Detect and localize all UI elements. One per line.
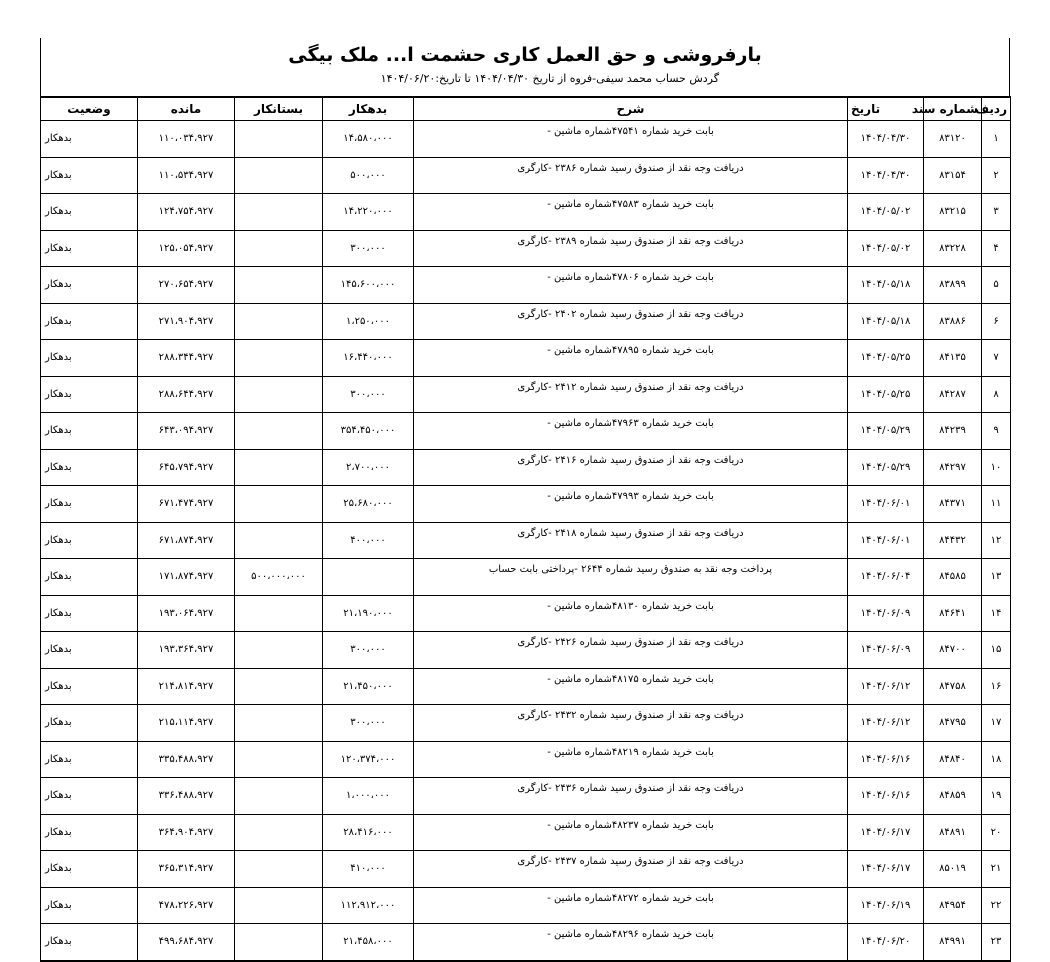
cell-doc-number: ۸۳۸۹۹	[924, 267, 982, 304]
cell-date: ۱۴۰۴/۰۶/۲۰	[848, 924, 924, 961]
cell-credit-amount	[235, 741, 323, 778]
table-row	[41, 230, 1011, 267]
cell-row-number: ۵	[982, 267, 1011, 304]
table-row	[41, 887, 1011, 924]
cell-status: بدهکار	[41, 340, 138, 377]
cell-balance-amount: ۶۴۵،۷۹۴،۹۲۷	[138, 449, 235, 486]
table-row	[41, 741, 1011, 778]
cell-description: دریافت وجه نقد از صندوق رسید شماره ۲۴۳۷ -کارگری	[414, 851, 848, 888]
cell-description: دریافت وجه نقد از صندوق رسید شماره ۲۴۳۲ -کارگری	[414, 705, 848, 742]
cell-status: بدهکار	[41, 887, 138, 924]
cell-debit-amount: ۱۴۵،۶۰۰،۰۰۰	[323, 267, 414, 304]
cell-doc-number: ۸۳۲۲۸	[924, 230, 982, 267]
cell-status: بدهکار	[41, 632, 138, 669]
cell-description: بابت خرید شماره ۴۷۸۰۶شماره ماشین -	[414, 267, 848, 304]
account-statement	[40, 38, 1010, 962]
cell-doc-number: ۸۳۲۱۵	[924, 194, 982, 231]
cell-debit-amount: ۳۰۰،۰۰۰	[323, 230, 414, 267]
cell-debit-amount: ۲۱،۱۹۰،۰۰۰	[323, 595, 414, 632]
cell-credit-amount	[235, 705, 323, 742]
table-row	[41, 705, 1011, 742]
cell-debit-amount: ۱۶،۴۴۰،۰۰۰	[323, 340, 414, 377]
cell-description: بابت خرید شماره ۴۸۱۳۰شماره ماشین -	[414, 595, 848, 632]
cell-debit-amount: ۱۲۰،۳۷۴،۰۰۰	[323, 741, 414, 778]
table-row	[41, 814, 1011, 851]
cell-credit-amount	[235, 340, 323, 377]
cell-description: دریافت وجه نقد از صندوق رسید شماره ۲۴۲۶ -کارگری	[414, 632, 848, 669]
report-header	[40, 38, 1010, 96]
cell-row-number: ۱۳	[982, 559, 1011, 596]
cell-description: بابت خرید شماره ۴۸۲۱۹شماره ماشین -	[414, 741, 848, 778]
cell-row-number: ۶	[982, 303, 1011, 340]
table-row	[41, 486, 1011, 523]
cell-doc-number: ۸۴۸۹۱	[924, 814, 982, 851]
table-row	[41, 924, 1011, 961]
cell-date: ۱۴۰۴/۰۶/۰۱	[848, 486, 924, 523]
cell-row-number: ۱۸	[982, 741, 1011, 778]
cell-status: بدهکار	[41, 522, 138, 559]
cell-debit-amount: ۴۰۰،۰۰۰	[323, 522, 414, 559]
cell-description: بابت خرید شماره ۴۸۲۹۶شماره ماشین -	[414, 924, 848, 961]
cell-status: بدهکار	[41, 595, 138, 632]
cell-doc-number: ۸۴۷۵۸	[924, 668, 982, 705]
cell-status: بدهکار	[41, 851, 138, 888]
cell-debit-amount: ۱۱۲،۹۱۲،۰۰۰	[323, 887, 414, 924]
cell-date: ۱۴۰۴/۰۵/۱۸	[848, 267, 924, 304]
cell-doc-number: ۸۴۴۳۲	[924, 522, 982, 559]
cell-status: بدهکار	[41, 486, 138, 523]
cell-credit-amount	[235, 486, 323, 523]
cell-row-number: ۲۱	[982, 851, 1011, 888]
cell-row-number: ۸	[982, 376, 1011, 413]
cell-balance-amount: ۴۹۹،۶۸۴،۹۲۷	[138, 924, 235, 961]
cell-status: بدهکار	[41, 741, 138, 778]
table-row	[41, 851, 1011, 888]
cell-balance-amount: ۱۹۳،۰۶۴،۹۲۷	[138, 595, 235, 632]
cell-date: ۱۴۰۴/۰۶/۰۴	[848, 559, 924, 596]
cell-balance-amount: ۱۲۵،۰۵۴،۹۲۷	[138, 230, 235, 267]
cell-row-number: ۴	[982, 230, 1011, 267]
table-row	[41, 632, 1011, 669]
col-header-credit: بستانکار	[235, 97, 323, 121]
cell-date: ۱۴۰۴/۰۶/۱۶	[848, 778, 924, 815]
cell-debit-amount: ۱،۰۰۰،۰۰۰	[323, 778, 414, 815]
cell-date: ۱۴۰۴/۰۶/۰۹	[848, 632, 924, 669]
cell-balance-amount: ۱۱۰،۵۳۴،۹۲۷	[138, 157, 235, 194]
cell-debit-amount: ۲۱،۴۵۸،۰۰۰	[323, 924, 414, 961]
cell-doc-number: ۸۴۱۳۵	[924, 340, 982, 377]
cell-doc-number: ۸۴۷۹۵	[924, 705, 982, 742]
cell-debit-amount: ۱۴،۵۸۰،۰۰۰	[323, 121, 414, 158]
cell-doc-number: ۸۵۰۱۹	[924, 851, 982, 888]
cell-row-number: ۲۲	[982, 887, 1011, 924]
cell-status: بدهکار	[41, 449, 138, 486]
cell-credit-amount	[235, 157, 323, 194]
table-row	[41, 778, 1011, 815]
cell-status: بدهکار	[41, 778, 138, 815]
cell-balance-amount: ۱۷۱،۸۷۴،۹۲۷	[138, 559, 235, 596]
cell-status: بدهکار	[41, 267, 138, 304]
table-row	[41, 340, 1011, 377]
table-row	[41, 559, 1011, 596]
cell-row-number: ۱۷	[982, 705, 1011, 742]
cell-doc-number: ۸۴۲۸۷	[924, 376, 982, 413]
cell-date: ۱۴۰۴/۰۴/۳۰	[848, 157, 924, 194]
col-header-status: وضعیت	[41, 97, 138, 121]
cell-date: ۱۴۰۴/۰۶/۱۲	[848, 705, 924, 742]
cell-credit-amount	[235, 194, 323, 231]
table-row	[41, 413, 1011, 450]
cell-description: پرداخت وجه نقد به صندوق رسید شماره ۲۶۴۴ -پرداختی بابت حساب	[414, 559, 848, 596]
table-row	[41, 194, 1011, 231]
cell-balance-amount: ۲۱۵،۱۱۴،۹۲۷	[138, 705, 235, 742]
cell-doc-number: ۸۴۹۵۴	[924, 887, 982, 924]
cell-date: ۱۴۰۴/۰۴/۳۰	[848, 121, 924, 158]
cell-description: دریافت وجه نقد از صندوق رسید شماره ۲۴۱۶ -کارگری	[414, 449, 848, 486]
cell-row-number: ۷	[982, 340, 1011, 377]
cell-description: دریافت وجه نقد از صندوق رسید شماره ۲۳۸۹ -کارگری	[414, 230, 848, 267]
cell-doc-number: ۸۴۳۷۱	[924, 486, 982, 523]
cell-row-number: ۱۲	[982, 522, 1011, 559]
cell-date: ۱۴۰۴/۰۶/۰۱	[848, 522, 924, 559]
cell-doc-number: ۸۴۵۸۵	[924, 559, 982, 596]
col-header-doc: شماره سند	[924, 97, 982, 121]
cell-description: دریافت وجه نقد از صندوق رسید شماره ۲۳۸۶ -کارگری	[414, 157, 848, 194]
cell-doc-number: ۸۴۹۹۱	[924, 924, 982, 961]
table-row	[41, 121, 1011, 158]
cell-debit-amount: ۳۰۰،۰۰۰	[323, 376, 414, 413]
cell-date: ۱۴۰۴/۰۶/۱۹	[848, 887, 924, 924]
cell-doc-number: ۸۴۸۴۰	[924, 741, 982, 778]
cell-doc-number: ۸۴۲۹۷	[924, 449, 982, 486]
cell-row-number: ۱۴	[982, 595, 1011, 632]
cell-status: بدهکار	[41, 668, 138, 705]
cell-credit-amount	[235, 851, 323, 888]
cell-credit-amount	[235, 814, 323, 851]
col-header-debit: بدهکار	[323, 97, 414, 121]
cell-status: بدهکار	[41, 814, 138, 851]
table-row	[41, 157, 1011, 194]
cell-row-number: ۲۰	[982, 814, 1011, 851]
cell-balance-amount: ۶۷۱،۸۷۴،۹۲۷	[138, 522, 235, 559]
cell-description: بابت خرید شماره ۴۸۱۷۵شماره ماشین -	[414, 668, 848, 705]
cell-status: بدهکار	[41, 157, 138, 194]
table-row	[41, 449, 1011, 486]
cell-doc-number: ۸۴۶۴۱	[924, 595, 982, 632]
cell-row-number: ۱۵	[982, 632, 1011, 669]
cell-date: ۱۴۰۴/۰۶/۱۷	[848, 851, 924, 888]
cell-description: بابت خرید شماره ۴۷۵۴۱شماره ماشین -	[414, 121, 848, 158]
cell-doc-number: ۸۴۲۳۹	[924, 413, 982, 450]
cell-status: بدهکار	[41, 376, 138, 413]
cell-date: ۱۴۰۴/۰۵/۰۲	[848, 230, 924, 267]
table-row	[41, 595, 1011, 632]
cell-credit-amount: ۵۰۰،۰۰۰،۰۰۰	[235, 559, 323, 596]
cell-balance-amount: ۴۷۸،۲۲۶،۹۲۷	[138, 887, 235, 924]
cell-row-number: ۱۶	[982, 668, 1011, 705]
cell-credit-amount	[235, 121, 323, 158]
cell-debit-amount	[323, 559, 414, 596]
cell-row-number: ۱۰	[982, 449, 1011, 486]
cell-date: ۱۴۰۴/۰۵/۲۵	[848, 340, 924, 377]
cell-description: دریافت وجه نقد از صندوق رسید شماره ۲۴۱۲ -کارگری	[414, 376, 848, 413]
cell-credit-amount	[235, 376, 323, 413]
cell-balance-amount: ۲۱۴،۸۱۴،۹۲۷	[138, 668, 235, 705]
cell-debit-amount: ۳۵۴،۴۵۰،۰۰۰	[323, 413, 414, 450]
cell-status: بدهکار	[41, 303, 138, 340]
cell-row-number: ۹	[982, 413, 1011, 450]
cell-status: بدهکار	[41, 194, 138, 231]
cell-row-number: ۲۳	[982, 924, 1011, 961]
ledger-table	[40, 96, 1011, 962]
cell-date: ۱۴۰۴/۰۵/۲۵	[848, 376, 924, 413]
cell-description: بابت خرید شماره ۴۷۹۶۳شماره ماشین -	[414, 413, 848, 450]
col-header-date: تاریخ	[848, 97, 924, 121]
cell-description: بابت خرید شماره ۴۷۸۹۵شماره ماشین -	[414, 340, 848, 377]
cell-date: ۱۴۰۴/۰۵/۲۹	[848, 449, 924, 486]
cell-description: دریافت وجه نقد از صندوق رسید شماره ۲۴۱۸ -کارگری	[414, 522, 848, 559]
cell-balance-amount: ۳۶۵،۳۱۴،۹۲۷	[138, 851, 235, 888]
table-row	[41, 668, 1011, 705]
cell-doc-number: ۸۴۸۵۹	[924, 778, 982, 815]
table-row	[41, 376, 1011, 413]
cell-status: بدهکار	[41, 924, 138, 961]
cell-balance-amount: ۲۷۰،۶۵۴،۹۲۷	[138, 267, 235, 304]
cell-credit-amount	[235, 668, 323, 705]
cell-row-number: ۱۹	[982, 778, 1011, 815]
cell-doc-number: ۸۴۷۰۰	[924, 632, 982, 669]
cell-description: دریافت وجه نقد از صندوق رسید شماره ۲۴۳۶ -کارگری	[414, 778, 848, 815]
cell-balance-amount: ۱۹۳،۳۶۴،۹۲۷	[138, 632, 235, 669]
report-title: بارفروشی و حق العمل کاری حشمت ا... ملک بیگی	[288, 44, 762, 66]
cell-debit-amount: ۱۴،۲۲۰،۰۰۰	[323, 194, 414, 231]
cell-date: ۱۴۰۴/۰۶/۰۹	[848, 595, 924, 632]
cell-date: ۱۴۰۴/۰۶/۱۶	[848, 741, 924, 778]
cell-credit-amount	[235, 449, 323, 486]
cell-credit-amount	[235, 303, 323, 340]
cell-doc-number: ۸۳۸۸۶	[924, 303, 982, 340]
cell-row-number: ۳	[982, 194, 1011, 231]
cell-balance-amount: ۶۴۳،۰۹۴،۹۲۷	[138, 413, 235, 450]
cell-credit-amount	[235, 230, 323, 267]
cell-row-number: ۲	[982, 157, 1011, 194]
cell-debit-amount: ۳۰۰،۰۰۰	[323, 632, 414, 669]
table-row	[41, 267, 1011, 304]
cell-row-number: ۱	[982, 121, 1011, 158]
cell-debit-amount: ۲۱،۴۵۰،۰۰۰	[323, 668, 414, 705]
cell-credit-amount	[235, 522, 323, 559]
cell-status: بدهکار	[41, 559, 138, 596]
cell-doc-number: ۸۳۱۵۴	[924, 157, 982, 194]
col-header-balance: مانده	[138, 97, 235, 121]
cell-balance-amount: ۳۳۵،۴۸۸،۹۲۷	[138, 741, 235, 778]
cell-description: بابت خرید شماره ۴۷۵۸۳شماره ماشین -	[414, 194, 848, 231]
table-row	[41, 303, 1011, 340]
table-row	[41, 522, 1011, 559]
cell-status: بدهکار	[41, 705, 138, 742]
cell-debit-amount: ۲۸،۴۱۶،۰۰۰	[323, 814, 414, 851]
col-header-desc: شرح	[414, 97, 848, 121]
cell-credit-amount	[235, 887, 323, 924]
cell-description: بابت خرید شماره ۴۷۹۹۳شماره ماشین -	[414, 486, 848, 523]
cell-balance-amount: ۶۷۱،۴۷۴،۹۲۷	[138, 486, 235, 523]
cell-debit-amount: ۵۰۰،۰۰۰	[323, 157, 414, 194]
cell-debit-amount: ۴۱۰،۰۰۰	[323, 851, 414, 888]
cell-description: دریافت وجه نقد از صندوق رسید شماره ۲۴۰۲ -کارگری	[414, 303, 848, 340]
cell-balance-amount: ۲۸۸،۳۴۴،۹۲۷	[138, 340, 235, 377]
cell-credit-amount	[235, 778, 323, 815]
ledger-body	[41, 121, 1011, 961]
cell-debit-amount: ۲،۷۰۰،۰۰۰	[323, 449, 414, 486]
cell-date: ۱۴۰۴/۰۵/۰۲	[848, 194, 924, 231]
cell-debit-amount: ۳۰۰،۰۰۰	[323, 705, 414, 742]
cell-date: ۱۴۰۴/۰۶/۱۲	[848, 668, 924, 705]
cell-balance-amount: ۳۶۴،۹۰۴،۹۲۷	[138, 814, 235, 851]
report-subtitle: گردش حساب محمد سیفی-فروه از تاریخ ۱۴۰۴/۰۴/۳۰ تا تاریخ:۱۴۰۴/۰۶/۲۰	[380, 72, 719, 85]
cell-debit-amount: ۱،۲۵۰،۰۰۰	[323, 303, 414, 340]
col-header-row: ردیف	[982, 97, 1011, 121]
cell-balance-amount: ۲۷۱،۹۰۴،۹۲۷	[138, 303, 235, 340]
cell-balance-amount: ۱۲۴،۷۵۴،۹۲۷	[138, 194, 235, 231]
cell-row-number: ۱۱	[982, 486, 1011, 523]
cell-balance-amount: ۱۱۰،۰۳۴،۹۲۷	[138, 121, 235, 158]
cell-description: بابت خرید شماره ۴۸۲۷۲شماره ماشین -	[414, 887, 848, 924]
cell-balance-amount: ۲۸۸،۶۴۴،۹۲۷	[138, 376, 235, 413]
table-header-row	[41, 97, 1011, 121]
cell-date: ۱۴۰۴/۰۵/۲۹	[848, 413, 924, 450]
cell-date: ۱۴۰۴/۰۵/۱۸	[848, 303, 924, 340]
cell-debit-amount: ۲۵،۶۸۰،۰۰۰	[323, 486, 414, 523]
cell-date: ۱۴۰۴/۰۶/۱۷	[848, 814, 924, 851]
cell-credit-amount	[235, 267, 323, 304]
cell-credit-amount	[235, 924, 323, 961]
cell-credit-amount	[235, 632, 323, 669]
cell-status: بدهکار	[41, 413, 138, 450]
cell-description: بابت خرید شماره ۴۸۲۳۷شماره ماشین -	[414, 814, 848, 851]
cell-balance-amount: ۳۳۶،۴۸۸،۹۲۷	[138, 778, 235, 815]
cell-credit-amount	[235, 595, 323, 632]
cell-status: بدهکار	[41, 230, 138, 267]
cell-status: بدهکار	[41, 121, 138, 158]
cell-doc-number: ۸۳۱۲۰	[924, 121, 982, 158]
cell-credit-amount	[235, 413, 323, 450]
